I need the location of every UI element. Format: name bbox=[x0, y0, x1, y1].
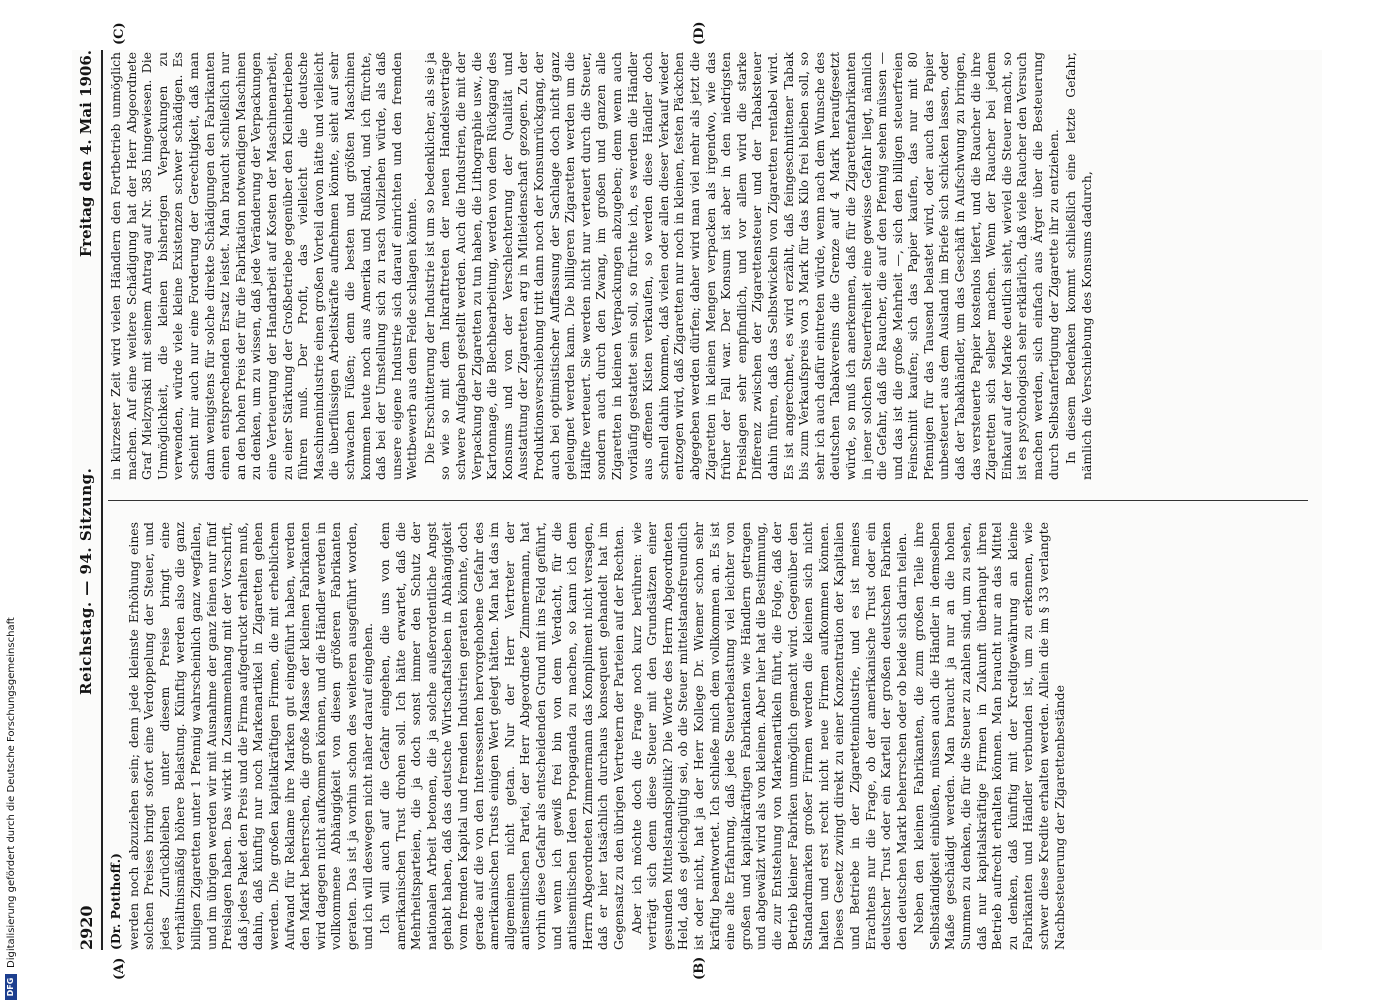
header-rule bbox=[101, 50, 103, 950]
paragraph: Neben den kleinen Fabrikanten, die zum großen Teile ihre Selbständigkeit einbüßen, müssen auch die Händler in demselben Maße geschädigt werden. Man braucht ja nur an die hohen Summen zu denken, die für die Steuer zu zahlen sind, um zu sehen, daß nur kapitalskräftige Firmen in Zukunft überhaupt ihren Betrieb aufrecht erhalten können. Man braucht nur an das Mittel zu denken, daß künftig mit der Kreditgewährung an kleine Fabrikanten und Händler verbunden ist, um zu erkennen, wie schwer diese Kredite erhalten werden. Allein die im § 33 verlangte Nachbesteuerung der Zigarettenbestände bbox=[911, 522, 1067, 950]
page-number: 2920 bbox=[76, 905, 96, 950]
paragraph: Die Erschütterung der Industrie ist um so bedenklicher, als sie ja so wie so mit dem Inkrafttreten der neuen Handelsverträge schwere Aufgaben gestellt werden. Auch die Industrien, die mit der Verpackung der Zigaretten zu tun haben, die Lithographie usw., die Kartonnage, die Blechbearbeitung, werden von dem Rückgang des Konsums und von der Verschlechterung der Qualität und Ausstattung der Zigaretten arg in Mitleidenschaft gezogen. Zu der Produktionsverschiebung tritt dann noch der Konsumrückgang, der auch bei optimistischer Auffassung der Sachlage doch nicht ganz geleugnet werden kann. Die billigeren Zigaretten werden um die Hälfte verteuert. Sie werden nicht nur verteuert durch die Steuer, sondern auch durch den Zwang, im großen und ganzen alle Zigaretten in kleinen Verpackungen abzugeben; denn wenn auch vorläufig gestattet sein soll, so fürchte ich, es werden die Händler aus offenen Kisten verkaufen, so werden diese Händler doch schnell dahin kommen, daß vielen oder allen dieser Verkauf wieder entzogen wird, daß Zigaretten nur noch in kleinen, festen Päckchen abgegeben werden dürfen; daher wird man viel mehr als jetzt die Zigaretten in kleinen Mengen verpacken als irgendwo, wie das früher der Fall war. Der Konsum ist aber in den niedrigsten Preislagen sehr empfindlich, und vor allem wird die starke Differenz zwischen der Zigarettensteuer und der Tabaksteuer dahin führen, daß das Selbstwickeln von Zigaretten rentabel wird. Es ist angerechnet, es wird erzählt, daß feingeschnittener Tabak bis zum Verkaufspreis von 3 Mark für das Kilo frei bleiben soll, so sehr ich auch dafür eintreten würde, wenn nach dem Wunsche des deutschen Tabakvereins die Grenze auf 4 Mark heraufgesetzt würde, so muß ich anerkennen, daß für die Zigarettenfabrikanten in jener solchen Steuerfreiheit eine gewisse Gefahr liegt, nämlich die Gefahr, daß die Raucher, die auf den Pfennig sehen müssen — und das ist die große Mehrheit —, sich den billigen steuerfreien Feinschnitt kaufen; sich das Papier kaufen, das nur mit 80 Pfennigen für das Tausend belastet wird, oder auch das Papier unbesteuert aus dem Ausland im Briefe sich schicken lassen, oder daß der Tabakhändler, um das Geschäft in Aufschwung zu bringen, das versteuerte Papier kostenlos liefert, und die Raucher die ihre Zigaretten sich selber machen. Wenn der Raucher bei jedem Einkauf auf der Marke deutlich sieht, wieviel die Steuer macht, so ist es psychologisch sehr erklärlich, daß viele Raucher den Versuch machen werden, sich einfach aus Ärger über die Besteuerung durch Selbstanfertigung der Zigarette ihr zu entziehen. bbox=[421, 52, 1061, 480]
margin-mark-d: (D) bbox=[692, 21, 707, 45]
page-title: Reichstag. — 94. Sitzung. bbox=[77, 467, 95, 695]
digitization-credit bbox=[4, 0, 18, 1000]
right-column bbox=[108, 52, 1308, 480]
speaker-line: (Dr. Potthoff.) bbox=[108, 853, 123, 950]
paragraph: Ich will auch auf die Gefahr eingehen, die uns von dem amerikanischen Trust drohen soll. Ich hätte erwartet, daß die Mehrheitsparteien, die ja doch sonst immer den Schutz der nationalen Arbeit betonen, die ja solche außerordentliche Angst gehabt haben, daß das deutsche Wirtschaftsleben in Abhängigkeit vom fremden Kapital und fremden Industrien geraten könnte, doch gerade auf die von den Interessenten hervorgehobene Gefahr des amerikanischen Trusts einigen Wert gelegt hätten. Man hat das im allgemeinen nicht getan. Nur der Herr Vertreter der antisemitischen Partei, der Herr Abgeordnete Zimmermann, hat vorhin diese Gefahr als entscheidenden Grund mit ins Feld geführt, und wenn ich gewiß frei bin von dem Verdacht, für die antisemitischen Ideen Propaganda zu machen, so kann ich dem Herrn Abgeordneten Zimmermann das Kompliment nicht versagen, daß er hier tatsächlich durchaus konsequent gehandelt hat im Gegensatz zu den übrigen Vertretern der Parteien auf der Rechten. bbox=[377, 522, 626, 950]
dfg-logo: DFG bbox=[5, 974, 17, 1000]
margin-mark-b: (B) bbox=[692, 956, 707, 980]
left-column bbox=[108, 522, 1308, 950]
paragraph: Aber ich möchte doch die Frage noch kurz berühren: wie verträgt sich denn diese Steuer mit den Grundsätzen einer gesunden Mittelstandspolitik? Die Worte des Herrn Abgeordneten Held, daß es gleichgültig sei, ob die Steuer mittelstandsfreundlich ist oder nicht, hat ja der Herr Kollege Dr. Wiemer schon sehr kräftig beantwortet. Ich schließe mich dem vollkommen an. Es ist eine alte Erfahrung, daß jede Steuerbelastung viel leichter von großen und kapitalkräftigen Fabrikanten wie Händlern getragen und abgewälzt wird als von kleinen. Aber hier hat die Bestimmung, die zur Entstehung von Markenartikeln führt, die Folge, daß der Betrieb kleiner Fabriken unmöglich gemacht wird. Gegenüber den Standardmarken großer Firmen werden die kleinen sich nicht halten und erst recht nicht neue Firmen aufkommen können. Dieses Gesetz zwingt direkt zu einer Konzentration der Kapitalien und Betriebe in der Zigarettenindustrie, und es ist meines Erachtens nur die Frage, ob der amerikanische Trust oder ein deutscher Trust oder ein Kartell der großen deutschen Fabriken den deutschen Markt beherrschen oder ob beide sich darin teilen. bbox=[628, 522, 909, 950]
margin-mark-c: (C) bbox=[112, 22, 127, 45]
column-divider bbox=[108, 500, 1308, 501]
margin-mark-a: (A) bbox=[112, 957, 127, 980]
session-date: Freitag den 4. Mai 1906. bbox=[77, 50, 95, 258]
page-header bbox=[72, 50, 100, 950]
paragraph: In diesem Bedenken kommt schließlich eine letzte Gefahr, nämlich die Verschiebung des Konsums dadurch, bbox=[1063, 52, 1094, 480]
paragraph: in kürzester Zeit wird vielen Händlern den Fortbetrieb unmöglich machen. Auf eine weitere Schädigung hat der Herr Abgeordnete Graf Mielzynski mit seinem Antrag auf Nr. 385 hingewiesen. Die Unmöglichkeit, die kleinen bisherigen Verpackungen zu verwenden, würde viele kleine Existenzen schwer schädigen. Es scheint mir auch nur eine Forderung der Gerechtigkeit, daß man dann wenigstens für solche direkte Schädigungen den Fabrikanten einen entsprechenden Ersatz leistet. Man braucht schließlich nur an den hohen Preis der für die Fabrikation notwendigen Maschinen zu denken, um zu wissen, daß jede Veränderung der Verpackungen eine Verteuerung der Handarbeit auf Kosten der Maschinenarbeit, zu einer Stärkung der Großbetriebe gegenüber den Kleinbetrieben führen muß. Der Profit, das vielleicht die deutsche Maschinenindustrie einen großen Vorteil davon hätte und vielleicht die überflüssigen Arbeitskräfte aufnehmen könnte, sieht auf sehr schwachen Füßen; denn die besten und größten Maschinen kommen heute noch aus Amerika und Rußland, und ich fürchte, daß bei der Umstellung sich zu rasch vollziehen würde, als daß unsere eigene Industrie sich darauf einrichten und den fremden Wettbewerb aus dem Felde schlagen könnte. bbox=[108, 52, 420, 480]
paragraph: werden noch abzuziehen sein; denn jede kleinste Erhöhung eines solchen Preises bringt sofort eine Verdoppelung der Steuer, und jedes Zurückbleiben unter diesem Preise bringt eine verhältnismäßig höhere Belastung. Künftig werden also die ganz billigen Zigaretten unter 1 Pfennig wahrscheinlich ganz wegfallen, und im übrigen werden wir mit Ausnahme der ganz feinen nur fünf Preislagen haben. Das wirkt in Zusammenhang mit der Vorschrift, daß jedes Paket den Preis und die Firma aufgedruckt erhalten muß, dahin, daß künftig nur noch Markenartikel in Zigaretten gehen werden. Die großen kapitalkräftigen Firmen, die mit erheblichem Aufwand für Reklame ihre Marken gut eingeführt haben, werden den Markt beherrschen, die große Masse der kleinen Fabrikanten wird dagegen nicht aufkommen können, und die Händler werden in vollkommene Abhängigkeit von diesen größeren Fabrikanten geraten. Das ist ja vorhin schon des weiteren ausgeführt worden, und ich will deswegen nicht näher darauf eingehen. bbox=[125, 522, 375, 950]
printed-page bbox=[72, 21, 1322, 980]
credit-text: Digitalisierung gefördert durch die Deutsche Forschungsgemeinschaft bbox=[5, 617, 17, 968]
